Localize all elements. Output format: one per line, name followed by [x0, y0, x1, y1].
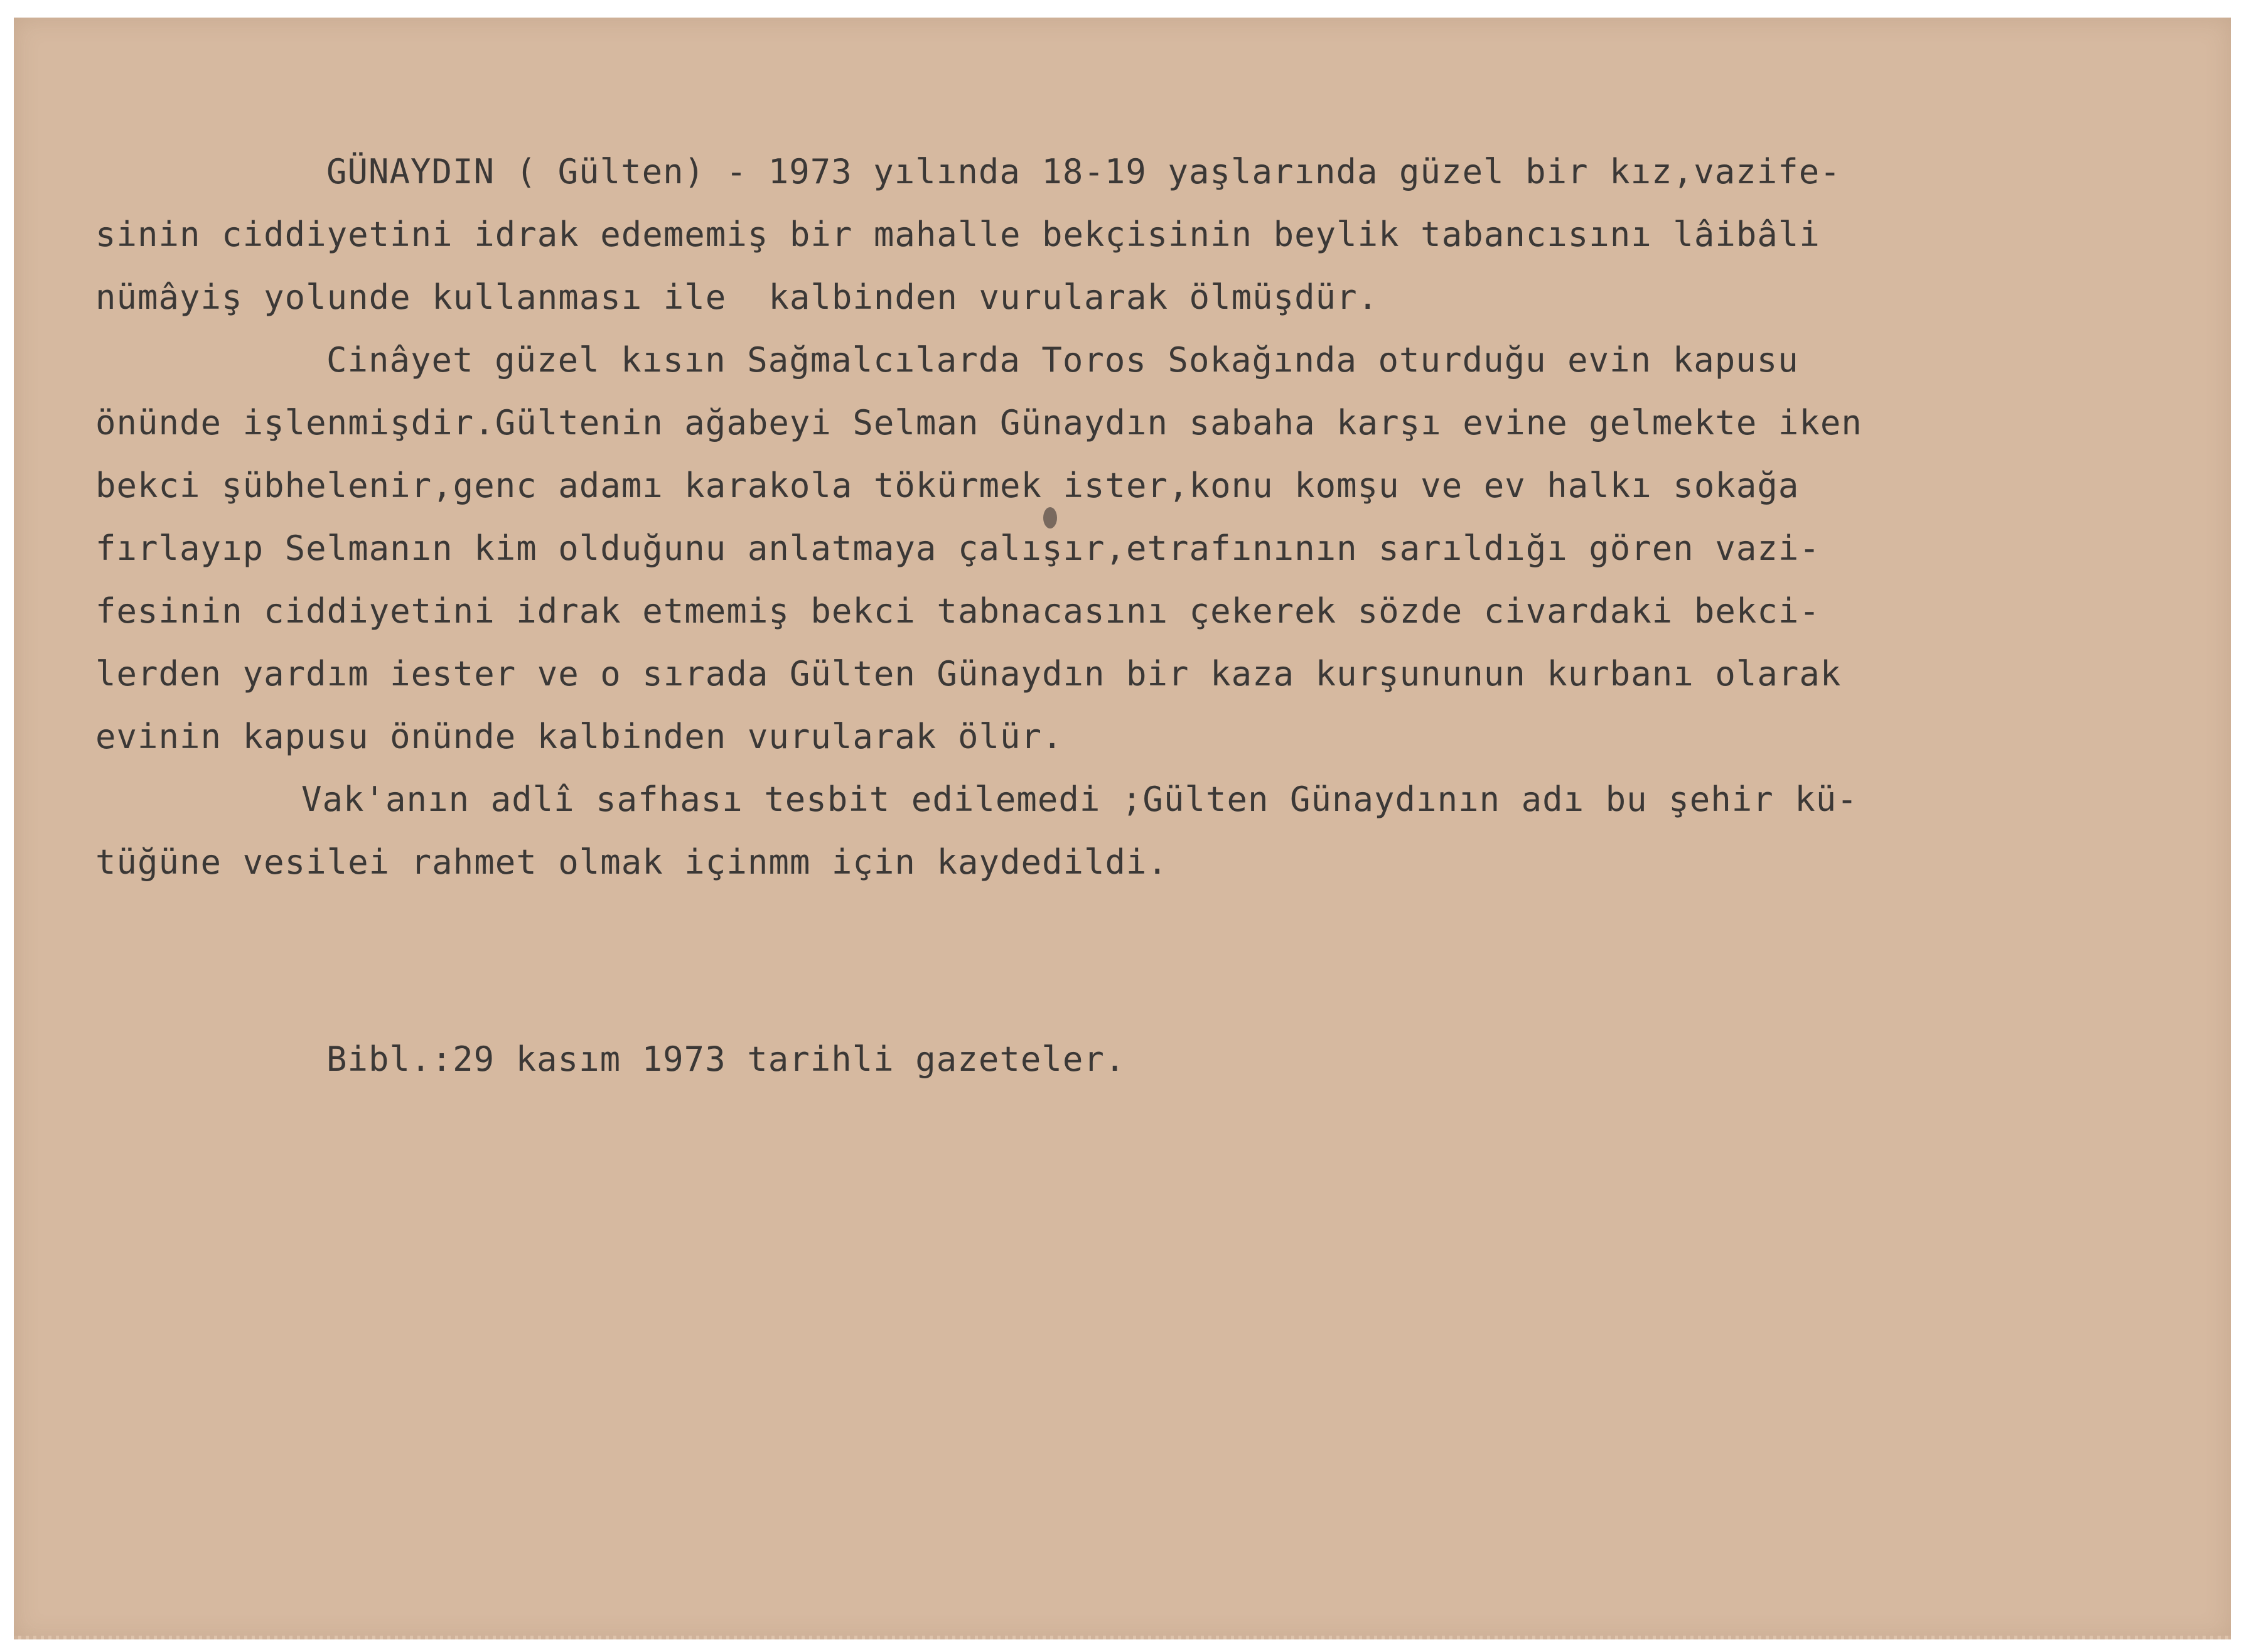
ink-smudge: [1043, 507, 1057, 528]
text-line: fesinin ciddiyetini idrak etmemiş bekci tabnacasını çekerek sözde civardaki bekci-: [95, 591, 1820, 631]
text-line: GÜNAYDIN ( Gülten) - 1973 yılında 18-19 yaşlarında güzel bir kız,vazife-: [326, 152, 1841, 191]
text-line: Vak'anın adlî safhası tesbit edilemedi ;Gülten Günaydının adı bu şehir kü-: [301, 780, 1858, 819]
text-line: nümâyiş yolunde kullanması ile kalbinden vurularak ölmüşdür.: [95, 277, 1379, 317]
index-card: [14, 18, 2231, 1639]
text-line: lerden yardım iester ve o sırada Gülten Günaydın bir kaza kurşununun kurbanı olarak: [95, 654, 1842, 694]
card-edge: [14, 1636, 2231, 1639]
text-line: bekci şübhelenir,genc adamı karakola tökürmek ister,konu komşu ve ev halkı sokağa: [95, 466, 1800, 505]
text-line: Cinâyet güzel kısın Sağmalcılarda Toros Sokağında oturduğu evin kapusu: [326, 340, 1799, 380]
text-line: fırlayıp Selmanın kim olduğunu anlatmaya çalışır,etrafınının sarıldığı gören vazi-: [95, 528, 1820, 568]
bibliography-line: Bibl.:29 kasım 1973 tarihli gazeteler.: [326, 1039, 1126, 1079]
text-line: evinin kapusu önünde kalbinden vurularak ölür.: [95, 717, 1063, 756]
text-line: tüğüne vesilei rahmet olmak içinmm için kaydedildi.: [95, 842, 1169, 882]
text-line: önünde işlenmişdir.Gültenin ağabeyi Selman Günaydın sabaha karşı evine gelmekte iken: [95, 403, 1862, 442]
text-line: sinin ciddiyetini idrak edememiş bir mahalle bekçisinin beylik tabancısını lâibâli: [95, 215, 1820, 254]
typed-text: [14, 18, 2231, 1639]
